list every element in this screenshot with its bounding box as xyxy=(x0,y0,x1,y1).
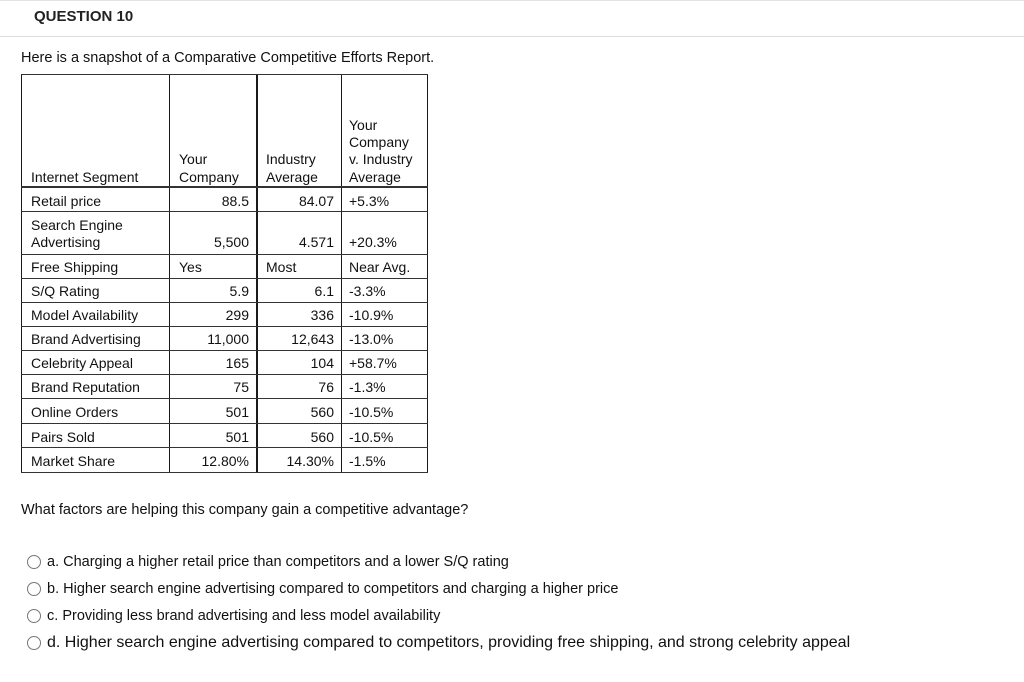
row-company-7: 165 xyxy=(225,355,249,371)
row-diff-8: -1.3% xyxy=(349,379,386,395)
row-diff-4: -3.3% xyxy=(349,283,386,299)
row-industry-6: 12,643 xyxy=(291,331,334,347)
answer-option-b[interactable] xyxy=(27,581,618,597)
row-rule-3 xyxy=(21,278,428,279)
row-company-8: 75 xyxy=(233,379,249,395)
row-industry-10: 560 xyxy=(310,429,334,445)
row-company-11: 12.80% xyxy=(201,453,249,469)
row-diff-9: -10.5% xyxy=(349,404,394,420)
row-rule-2 xyxy=(21,254,428,255)
header-compare-line4: Average xyxy=(349,169,401,185)
row-company-10: 501 xyxy=(225,429,249,445)
table-divider-3 xyxy=(341,74,342,473)
header-compare-line1: Your xyxy=(349,117,378,133)
row-industry-2: 4.571 xyxy=(298,234,334,250)
option-text-c: Providing less brand advertising and less model availability xyxy=(62,608,441,624)
row-industry-8: 76 xyxy=(318,379,334,395)
top-divider xyxy=(0,0,1024,1)
competitive-efforts-table xyxy=(21,74,428,473)
row-company-4: 5.9 xyxy=(229,283,249,299)
question-intro: Here is a snapshot of a Comparative Competitive Efforts Report. xyxy=(21,50,435,66)
radio-b[interactable] xyxy=(27,582,41,596)
row-diff-7: +58.7% xyxy=(349,355,397,371)
row-rule-5 xyxy=(21,326,428,327)
row-label-7: Celebrity Appeal xyxy=(31,355,133,371)
row-rule-1 xyxy=(21,211,428,212)
radio-c[interactable] xyxy=(27,609,41,623)
row-industry-4: 6.1 xyxy=(314,283,334,299)
option-text-b: Higher search engine advertising compared to competitors and charging a higher price xyxy=(63,581,619,597)
row-company-3: Yes xyxy=(179,259,202,275)
row-label-1: Retail price xyxy=(31,193,102,209)
row-diff-10: -10.5% xyxy=(349,429,394,445)
header-your-company-line2: Company xyxy=(179,169,239,185)
row-industry-7: 104 xyxy=(310,355,334,371)
row-company-5: 299 xyxy=(225,307,249,323)
option-text-a: Charging a higher retail price than competitors and a lower S/Q rating xyxy=(63,554,509,570)
row-label-5: Model Availability xyxy=(31,307,139,323)
row-industry-11: 14.30% xyxy=(286,453,334,469)
header-rule xyxy=(21,186,428,188)
table-border-bottom xyxy=(21,472,428,473)
row-label-9: Online Orders xyxy=(31,404,119,420)
row-industry-3: Most xyxy=(266,259,297,275)
row-diff-6: -13.0% xyxy=(349,331,394,347)
row-industry-1: 84.07 xyxy=(298,193,334,209)
option-text-d: Higher search engine advertising compared to competitors, providing free shipping, and strong celebrity appeal xyxy=(64,634,851,651)
row-industry-5: 336 xyxy=(310,307,334,323)
row-rule-6 xyxy=(21,350,428,351)
row-label-3: Free Shipping xyxy=(31,259,119,275)
option-letter-a: a. xyxy=(47,554,60,570)
row-company-2: 5,500 xyxy=(213,234,249,250)
table-border-left xyxy=(21,74,22,473)
header-industry-line1: Industry xyxy=(266,151,316,167)
option-letter-c: c. xyxy=(47,608,59,624)
option-letter-b: b. xyxy=(47,581,60,597)
row-diff-5: -10.9% xyxy=(349,307,394,323)
table-border-top xyxy=(21,74,428,75)
option-letter-d: d. xyxy=(47,634,61,651)
title-divider xyxy=(0,36,1024,37)
question-prompt: What factors are helping this company gain a competitive advantage? xyxy=(21,502,469,518)
row-rule-7 xyxy=(21,374,428,375)
table-border-right xyxy=(427,74,428,473)
row-label-2a: Search Engine xyxy=(31,217,123,233)
row-rule-9 xyxy=(21,423,428,424)
answer-option-d[interactable] xyxy=(27,634,850,652)
row-label-11: Market Share xyxy=(31,453,116,469)
row-diff-3: Near Avg. xyxy=(349,259,411,275)
answer-option-a[interactable] xyxy=(27,554,509,570)
row-rule-10 xyxy=(21,447,428,448)
header-compare-line3: v. Industry xyxy=(349,151,413,167)
header-industry-line2: Average xyxy=(266,169,318,185)
row-diff-2: +20.3% xyxy=(349,234,397,250)
row-industry-9: 560 xyxy=(310,404,334,420)
row-rule-8 xyxy=(21,398,428,399)
radio-d[interactable] xyxy=(27,636,41,650)
row-company-6: 11,000 xyxy=(207,331,249,347)
row-label-10: Pairs Sold xyxy=(31,429,95,445)
row-label-6: Brand Advertising xyxy=(31,331,141,347)
row-diff-11: -1.5% xyxy=(349,453,386,469)
row-label-2b: Advertising xyxy=(31,234,101,250)
question-title: QUESTION 10 xyxy=(34,8,134,25)
row-company-9: 501 xyxy=(225,404,249,420)
header-segment: Internet Segment xyxy=(31,169,139,185)
row-diff-1: +5.3% xyxy=(349,193,390,209)
header-compare-line2: Company xyxy=(349,134,409,150)
row-label-4: S/Q Rating xyxy=(31,283,100,299)
row-company-1: 88.5 xyxy=(221,193,249,209)
answer-option-c[interactable] xyxy=(27,608,440,624)
row-label-8: Brand Reputation xyxy=(31,379,140,395)
row-rule-4 xyxy=(21,302,428,303)
radio-a[interactable] xyxy=(27,555,41,569)
header-your-company-line1: Your xyxy=(179,151,208,167)
